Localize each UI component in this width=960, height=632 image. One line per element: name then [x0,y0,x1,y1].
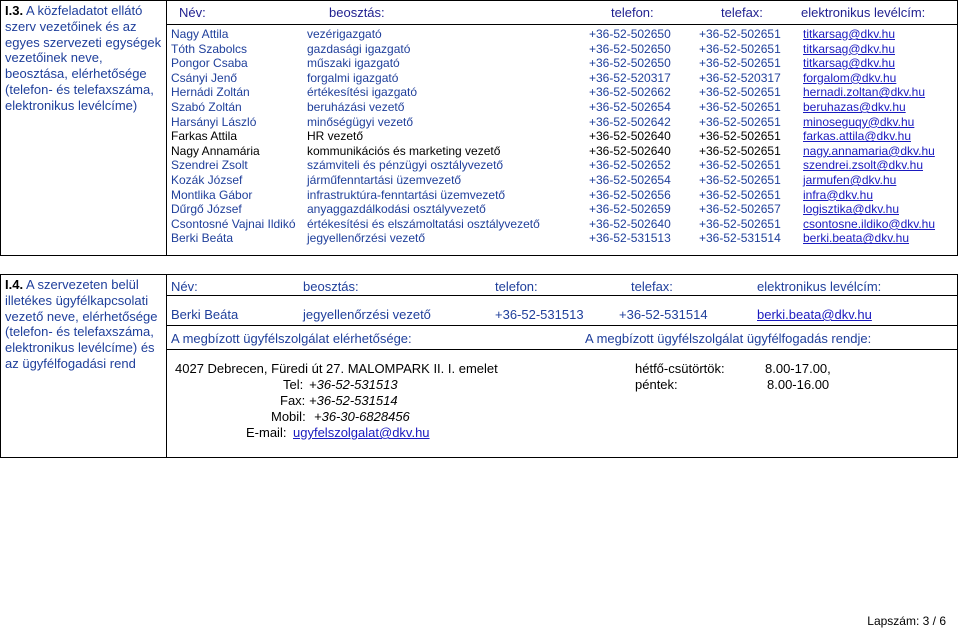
row-name: Csányi Jenő [171,70,238,85]
section-i4-label-cell [1,275,167,457]
row-name: Szendrei Zsolt [171,158,248,173]
row-fax: +36-52-502651 [699,173,781,187]
row-phone: +36-52-502654 [589,173,671,187]
row-email-link[interactable]: titkarsag@dkv.hu [803,56,895,71]
row-fax: +36-52-520317 [699,70,781,85]
row-email-link[interactable]: forgalom@dkv.hu [803,70,897,85]
row-fax: +36-52-502651 [699,158,781,173]
table-row [1,42,957,57]
row-phone: +36-52-502640 [589,143,671,158]
hours-time-2: 8.00-16.00 [767,377,830,392]
section-i4-description: A szervezeten belül illetékes ügyfélkapcsolati vezető neve, elérhetősége (telefon- és telefaxszáma, elektronikus levélcíme) és az ügyfélfogadási rend [5,277,158,371]
i4-header-email: elektronikus levélcím: [757,279,882,294]
row-email-link[interactable]: jarmufen@dkv.hu [803,173,897,187]
i4-header-phone: telefon: [495,279,538,294]
row-position: infrastruktúra-fenntartási üzemvezető [307,187,506,202]
row-name: Szabó Zoltán [171,100,242,114]
row-fax: +36-52-502651 [699,27,781,41]
section-i3-number: I.3. [5,3,24,18]
i4-divider-1 [167,295,957,296]
i4-header-name: Név: [171,279,198,294]
table-row [1,100,957,115]
office-heading: A megbízott ügyfélszolgálat elérhetősége: [171,331,412,346]
row-position: forgalmi igazgató [307,70,399,85]
row-position: gazdasági igazgató [307,41,411,56]
row-name: Pongor Csaba [171,56,248,71]
row-name: Csontosné Vajnai Ildikó [171,216,296,231]
row-position: vezérigazgató [307,27,382,41]
hours-time-1: 8.00-17.00, [765,361,831,376]
i4-contact-fax: +36-52-531514 [619,307,708,322]
page-number: Lapszám: 3 / 6 [867,614,946,628]
row-name: Nagy Attila [171,27,229,41]
row-position: számviteli és pénzügyi osztályvezető [307,158,504,173]
row-position: kommunikációs és marketing vezető [307,143,501,158]
header-name: Név: [179,5,206,20]
section-i3-header-row [167,1,957,25]
email-label: E-mail: [246,425,287,440]
table-row [1,231,957,246]
row-position: műszaki igazgató [307,56,400,71]
row-phone: +36-52-502650 [589,41,671,56]
row-name: Berki Beáta [171,231,234,246]
row-phone: +36-52-502659 [589,202,671,217]
hours-days-2: péntek: [635,377,678,392]
hours-days-1: hétfő-csütörtök: [635,361,725,376]
table-row [1,115,957,130]
row-position: anyaggazdálkodási osztályvezető [307,202,486,217]
fax-value: +36-52-531514 [309,393,398,408]
row-email-link[interactable]: nagy.annamaria@dkv.hu [803,143,935,158]
row-fax: +36-52-502657 [699,202,781,217]
table-row [1,85,957,100]
row-position: értékesítési igazgató [307,85,418,100]
table-row [1,27,957,42]
row-fax: +36-52-502651 [699,100,781,114]
row-phone: +36-52-502654 [589,100,671,114]
i4-divider-3 [167,349,957,350]
row-email-link[interactable]: csontosne.ildiko@dkv.hu [803,216,936,231]
table-row [1,217,957,232]
row-email-link[interactable]: hernadi.zoltan@dkv.hu [803,85,926,100]
row-phone: +36-52-502640 [589,216,671,231]
row-phone: +36-52-502652 [589,158,671,173]
row-fax: +36-52-502651 [699,216,781,231]
row-email-link[interactable]: infra@dkv.hu [803,187,873,202]
row-fax: +36-52-502651 [699,114,781,129]
row-email-link[interactable]: farkas.attila@dkv.hu [803,129,912,144]
row-email-link[interactable]: beruhazas@dkv.hu [803,100,906,114]
table-row [1,129,957,144]
table-row [1,71,957,86]
row-fax: +36-52-502651 [699,129,781,144]
mobile-value: +36-30-6828456 [314,409,410,424]
row-phone: +36-52-502662 [589,85,671,100]
header-phone: telefon: [611,5,654,20]
table-row [1,144,957,159]
row-position: járműfenntartási üzemvezető [307,173,462,187]
row-fax: +36-52-502651 [699,143,781,158]
section-i4-number: I.4. [5,277,24,292]
table-row [1,56,957,71]
row-position: minőségügyi vezető [307,114,414,129]
row-name: Harsányi László [171,114,257,129]
table-row [1,158,957,173]
row-email-link[interactable]: szendrei.zsolt@dkv.hu [803,158,924,173]
row-name: Farkas Attila [171,129,238,144]
row-name: Hernádi Zoltán [171,85,250,100]
i4-contact-position: jegyellenőrzési vezető [303,307,431,322]
row-position: jegyellenőrzési vezető [307,231,426,246]
row-name: Dűrgő József [171,202,242,217]
section-i4-table [0,274,958,458]
i4-contact-phone: +36-52-531513 [495,307,584,322]
row-fax: +36-52-502651 [699,41,781,56]
office-email-link[interactable]: ugyfelszolgalat@dkv.hu [293,425,430,440]
row-phone: +36-52-502640 [589,129,671,144]
row-email-link[interactable]: minoseguqy@dkv.hu [803,114,915,129]
fax-label: Fax: [280,393,306,408]
i4-header-fax: telefax: [631,279,673,294]
row-phone: +36-52-531513 [589,231,671,246]
row-email-link[interactable]: titkarsag@dkv.hu [803,27,895,41]
row-email-link[interactable]: titkarsag@dkv.hu [803,41,895,56]
row-name: Nagy Annamária [171,143,260,158]
row-phone: +36-52-520317 [589,70,671,85]
table-row [1,173,957,188]
row-name: Montlika Gábor [171,187,253,202]
row-phone: +36-52-502650 [589,56,671,71]
hours-heading: A megbízott ügyfélszolgálat ügyfélfogadás rendje: [585,331,872,346]
row-fax: +36-52-502651 [699,56,781,71]
i4-contact-email-link[interactable]: berki.beata@dkv.hu [757,307,872,322]
row-email-link[interactable]: berki.beata@dkv.hu [803,231,910,246]
header-fax: telefax: [721,5,763,20]
row-position: beruházási vezető [307,100,405,114]
table-row [1,202,957,217]
i4-divider-2 [167,325,957,326]
row-phone: +36-52-502650 [589,27,671,41]
header-email: elektronikus levélcím: [801,5,926,20]
section-i3-description: A közfeladatot ellátó szerv vezetőinek és az egyes szervezeti egységek vezetőinek neve, beosztása, elérhetősége (telefon- és telefaxszáma, elektronikus levélcíme) [5,3,162,113]
header-position: beosztás: [329,5,385,20]
i4-contact-name: Berki Beáta [171,307,239,322]
section-i3-table [0,0,958,256]
section-i4-label [5,277,165,372]
row-phone: +36-52-502642 [589,114,671,129]
mobile-label: Mobil: [271,409,306,424]
row-position: értékesítési és elszámoltatási osztályvezető [307,216,540,231]
i4-header-position: beosztás: [303,279,359,294]
row-name: Kozák József [171,173,243,187]
row-fax: +36-52-502651 [699,187,781,202]
row-email-link[interactable]: logisztika@dkv.hu [803,202,899,217]
row-phone: +36-52-502656 [589,187,671,202]
row-position: HR vezető [307,129,364,144]
row-name: Tóth Szabolcs [171,41,248,56]
row-fax: +36-52-531514 [699,231,781,246]
office-address: 4027 Debrecen, Füredi út 27. MALOMPARK II. I. emelet [175,361,498,376]
table-row [1,188,957,203]
tel-value: +36-52-531513 [309,377,398,392]
tel-label: Tel: [283,377,304,392]
row-fax: +36-52-502651 [699,85,781,100]
